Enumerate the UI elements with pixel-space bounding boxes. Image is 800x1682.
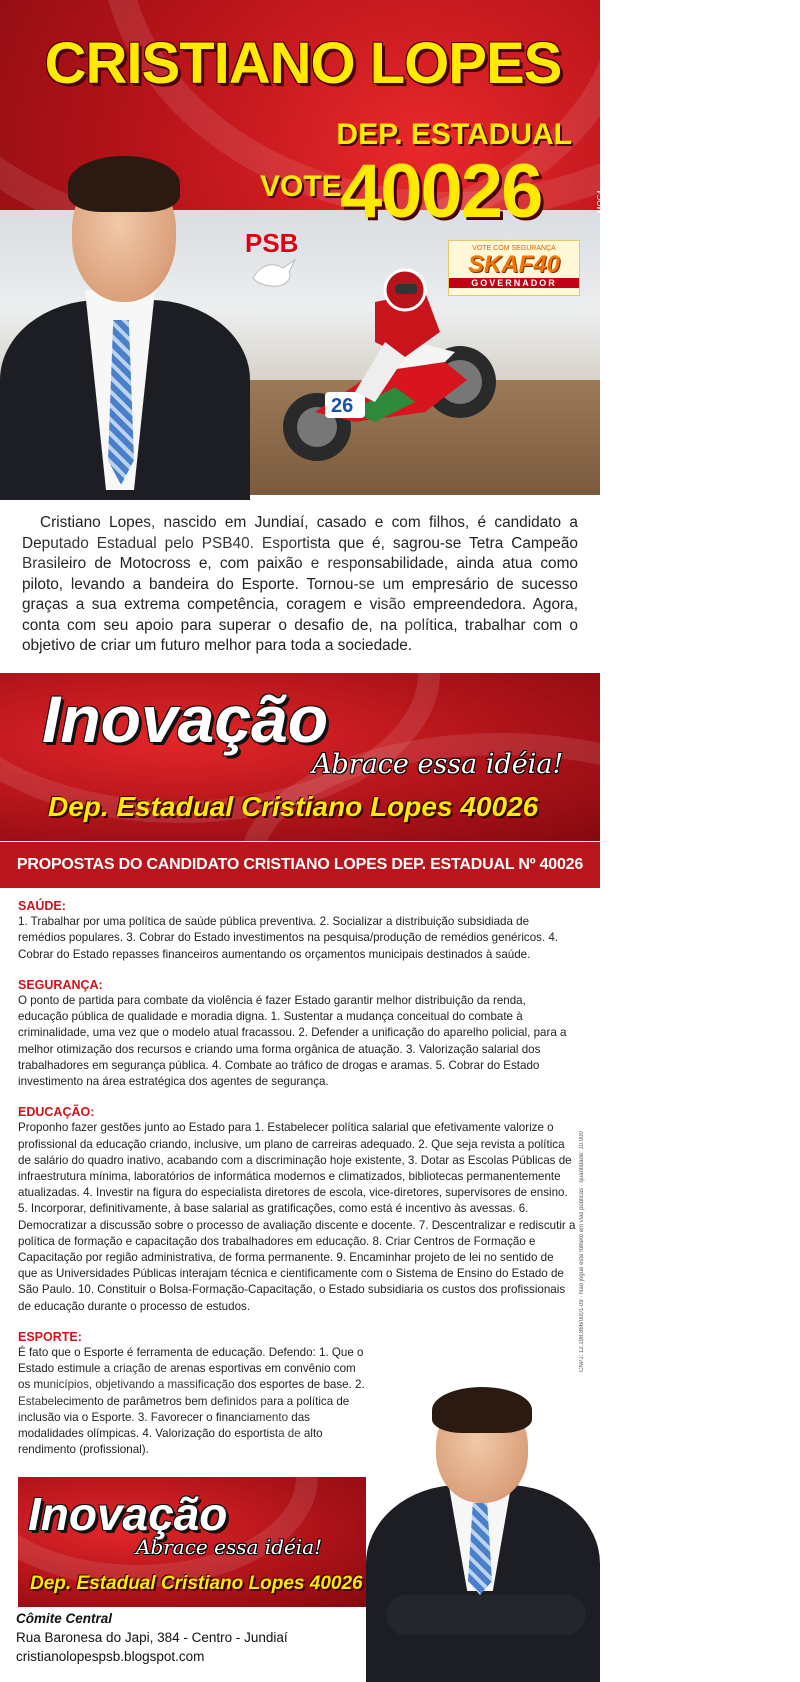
section-saude <box>18 898 576 963</box>
bike-number: 26 <box>331 395 354 417</box>
section-title: EDUCAÇÃO: <box>18 1105 95 1120</box>
committee-website[interactable]: cristianolopespsb.blogspot.com <box>16 1649 205 1664</box>
section-educacao <box>18 1104 576 1315</box>
governor-logo-top: VOTE COM SEGURANÇA <box>472 245 556 252</box>
vote-label: VOTE <box>260 170 342 203</box>
candidate-photo-bottom <box>366 1385 600 1682</box>
section-seguranca <box>18 977 576 1090</box>
banner-headline: Inovação <box>42 682 329 756</box>
candidate-office: DEP. ESTADUAL <box>336 118 572 151</box>
section-title: ESPORTE: <box>18 1329 82 1344</box>
banner-candidate-line: Dep. Estadual Cristiano Lopes 40026 <box>30 1573 363 1594</box>
side-code: MOC4 <box>596 190 605 214</box>
banner-candidate-line: Dep. Estadual Cristiano Lopes 40026 <box>48 791 539 822</box>
proposals-title: PROPOSTAS DO CANDIDATO CRISTIANO LOPES DEP. ESTADUAL Nº 40026 <box>0 842 600 888</box>
legal-note: CNPJ: 12.198.866/0001-09 · Não jogue este folheto em vias públicas · quantidade: 10.000 <box>579 1131 585 1372</box>
banner-headline: Inovação <box>28 1488 228 1540</box>
section-title: SEGURANÇA: <box>18 977 103 992</box>
candidate-bio: Cristiano Lopes, nascido em Jundiaí, casado e com filhos, é candidato a Deputado Estadual pelo PSB40. Esportista que é, sagrou-se Tetra Campeão Brasileiro de Motocross e, com paixão e responsabilidade, ainda atua como piloto, levando a bandeira do Esporte. Tornou-se um empresário de sucesso graças a sua extrema competência, coragem e visão empreendedora. Agora, conta com seu apoio para superar o desafio de, na política, trabalhar com o objetivo de criar um futuro melhor para toda a sociedade. <box>22 514 578 654</box>
header-banner <box>0 0 605 495</box>
psb-logo-text: PSB <box>245 228 299 258</box>
candidate-name: CRISTIANO LOPES <box>44 31 562 96</box>
candidate-photo <box>0 150 250 495</box>
crossed-arms <box>386 1595 586 1635</box>
committee-address: Rua Baronesa do Japi, 384 - Centro - Jundiaí <box>16 1630 288 1645</box>
governor-logo-main: SKAF40 <box>467 251 561 278</box>
section-title: SAÚDE: <box>18 899 66 913</box>
committee-title: Cômite Central <box>16 1611 113 1626</box>
governor-logo-sub: GOVERNADOR <box>449 278 579 288</box>
banner-tagline: Abrace essa idéia! <box>312 749 564 780</box>
section-body: O ponto de partida para combate da violência é fazer Estado garantir melhor distribuição da renda, educação pública de qualidade e moradia digna. 1. Sustentar a mudança conceitual do combate à criminalidade, uma vez que o modelo atual fracassou. 2. Defender a unificação do aparelho policial, para a melhor otimização dos recursos e criando uma forma orgânica de atuação. 3. Valorização salarial dos trabalhadores em segurança pública. 4. Combate ao tráfico de drogas e aramas. 5. Cobrar do Estado investimento na área estratégica dos agentes de segurança. <box>18 994 567 1089</box>
vote-number: 40026 <box>340 149 542 234</box>
section-body: Proponho fazer gestões junto ao Estado para 1. Estabelecer política salarial que efetivamente valorize o profissional da educação criando, inclusive, um plano de carreiras adequado. 2. Que seja revista a política de salário do quadro inativo, acabando com a discriminação hoje existente, 3. Dotar as Escolas Públicas de infraestrutura mínima, laboratórios de informática modernos e climatizados, bibliotecas permanentemente atualizadas. 4. Investir na figura do especialista diretores de escola, vice-diretores, supervisores de ensino. 5. Incorporar, definitivamente, à base salarial as gratificações, como está é incentivo às avessas. 6. Democratizar a discussão sobre o processo de avaliação discente e docente. 7. Descentralizar e rediscutir a política de formação e capacitação dos trabalhadores em educação. 8. Criar Centros de Formação e Capacitação por região administrativa, de forma permanente. 9. Encaminhar projeto de lei no sentido de que as Universidades Públicas interajam técnica e cientificamente com o Sistema de Ensino do Estado de São Paulo. 10. Constituir o Bolsa-Formação-Capacitação, o Estado subsidiaria os custos dos profissionais de educação durante o processo de estudos. <box>18 1121 576 1313</box>
banner-tagline: Abrace essa idéia! <box>136 1535 323 1559</box>
innovation-banner-small <box>18 1477 366 1607</box>
motocross-rider-image <box>255 262 515 472</box>
section-body: É fato que o Esporte é ferramenta de educação. Defendo: 1. Que o Estado estimule a criação de arenas esportivas em convênio com os municípios, objetivando a massificação dos esportes de base. 2. Estabelecimento de parâmetros bem definidos para a política de inclusão via o Esporte. 3. Favorecer o financiamento das modalidades olímpicas. 4. Valorização do esportista de alto rendimento (profissional). <box>18 1346 365 1457</box>
innovation-banner <box>0 673 600 841</box>
section-body: 1. Trabalhar por uma política de saúde pública preventiva. 2. Socializar a distribuição subsidiada de remédios populares. 3. Cobrar do Estado investimentos na pesquisa/produção de remédios genéricos. 4. Cobrar do Estado repasses financeiros aumentando os orçamentos municipais destinados à saúde. <box>18 915 559 961</box>
committee-info <box>16 1609 288 1666</box>
